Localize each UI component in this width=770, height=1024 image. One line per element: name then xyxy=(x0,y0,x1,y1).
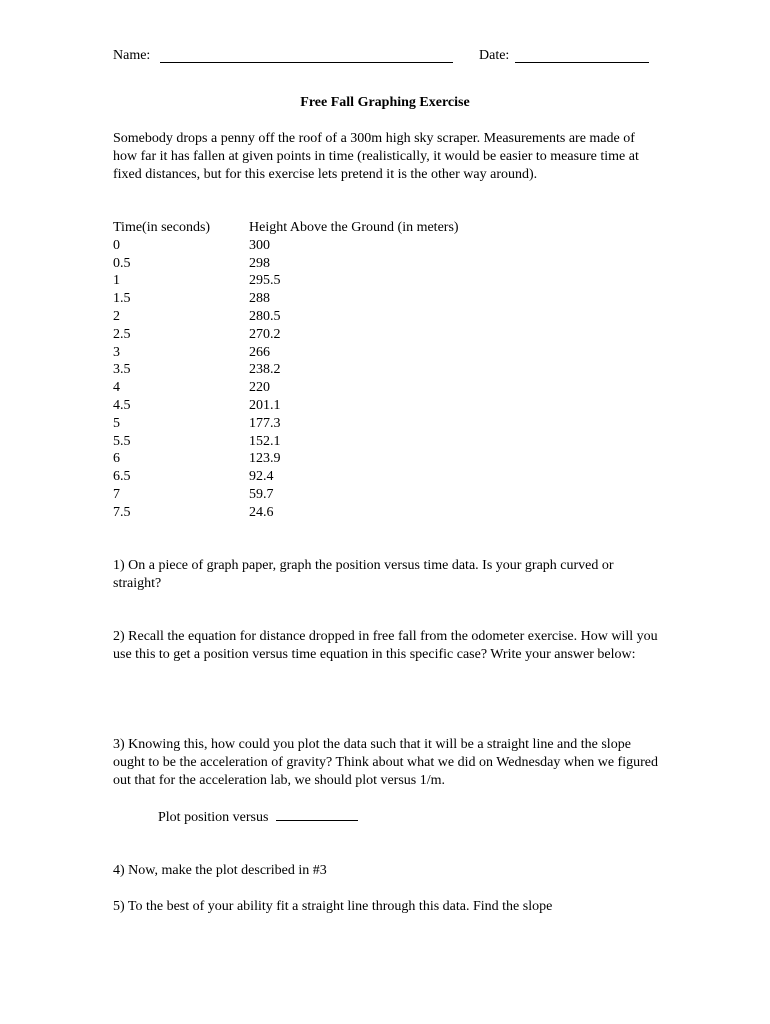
table-row xyxy=(113,308,653,326)
time-cell: 6 xyxy=(113,451,120,467)
data-table xyxy=(113,219,653,522)
plot-label: Plot position versus xyxy=(158,810,269,825)
table-header-row xyxy=(113,219,653,237)
height-cell: 201.1 xyxy=(249,397,281,413)
table-row xyxy=(113,237,653,255)
table-row xyxy=(113,397,653,415)
height-cell: 177.3 xyxy=(249,415,281,431)
table-row xyxy=(113,255,653,273)
time-cell: 2 xyxy=(113,308,120,324)
time-cell: 6.5 xyxy=(113,469,131,485)
time-cell: 5 xyxy=(113,415,120,431)
date-label: Date: xyxy=(479,48,510,63)
table-row xyxy=(113,326,653,344)
height-cell: 300 xyxy=(249,237,270,253)
time-cell: 5.5 xyxy=(113,433,131,449)
height-cell: 295.5 xyxy=(249,273,281,289)
table-row xyxy=(113,344,653,362)
page-title: Free Fall Graphing Exercise xyxy=(300,95,470,110)
table-row xyxy=(113,433,653,451)
height-cell: 238.2 xyxy=(249,362,281,378)
height-cell: 288 xyxy=(249,291,270,307)
header xyxy=(113,47,653,65)
height-column-header: Height Above the Ground (in meters) xyxy=(249,220,459,235)
time-column-header: Time(in seconds) xyxy=(113,220,211,235)
table-body xyxy=(113,237,653,522)
date-blank-line xyxy=(515,62,649,63)
height-cell: 123.9 xyxy=(249,451,281,467)
table-row xyxy=(113,486,653,504)
question-3: 3) Knowing this, how could you plot the data such that it will be a straight line and the slope ought to be the acceleration of gravity? Think about what we did on Wednesday when we figured out that for the acceleration lab, we should plot versus 1/m. xyxy=(113,737,658,788)
height-cell: 266 xyxy=(249,344,270,360)
time-cell: 0 xyxy=(113,237,120,253)
table-row xyxy=(113,361,653,379)
table-row xyxy=(113,379,653,397)
height-cell: 298 xyxy=(249,255,270,271)
question-1: 1) On a piece of graph paper, graph the position versus time data. Is your graph curved or straight? xyxy=(113,558,614,591)
table-row xyxy=(113,415,653,433)
plot-blank-line xyxy=(276,808,358,821)
time-cell: 3.5 xyxy=(113,362,131,378)
height-cell: 270.2 xyxy=(249,326,281,342)
plot-instruction xyxy=(158,808,358,827)
time-cell: 2.5 xyxy=(113,326,131,342)
table-row xyxy=(113,468,653,486)
time-cell: 4 xyxy=(113,380,120,396)
time-cell: 1.5 xyxy=(113,291,131,307)
time-cell: 7.5 xyxy=(113,504,131,520)
height-cell: 59.7 xyxy=(249,486,274,502)
time-cell: 1 xyxy=(113,273,120,289)
height-cell: 152.1 xyxy=(249,433,281,449)
question-4: 4) Now, make the plot described in #3 xyxy=(113,863,327,878)
height-cell: 280.5 xyxy=(249,308,281,324)
name-label: Name: xyxy=(113,48,151,63)
time-cell: 0.5 xyxy=(113,255,131,271)
question-2: 2) Recall the equation for distance dropped in free fall from the odometer exercise. How will you use this to get a position versus time equation in this specific case? Write your answer below: xyxy=(113,629,658,662)
height-cell: 220 xyxy=(249,380,270,396)
time-cell: 4.5 xyxy=(113,397,131,413)
question-5: 5) To the best of your ability fit a straight line through this data. Find the slope xyxy=(113,899,553,914)
height-cell: 92.4 xyxy=(249,469,274,485)
time-cell: 3 xyxy=(113,344,120,360)
table-row xyxy=(113,290,653,308)
table-row xyxy=(113,450,653,468)
time-cell: 7 xyxy=(113,486,120,502)
table-row xyxy=(113,272,653,290)
height-cell: 24.6 xyxy=(249,504,274,520)
table-row xyxy=(113,504,653,522)
name-blank-line xyxy=(160,62,453,63)
intro-paragraph: Somebody drops a penny off the roof of a 300m high sky scraper. Measurements are made of how far it has fallen at given points in time (realistically, it would be easier to measure time at fixed distances, but for this exercise lets pretend it is the other way around). xyxy=(113,131,639,182)
